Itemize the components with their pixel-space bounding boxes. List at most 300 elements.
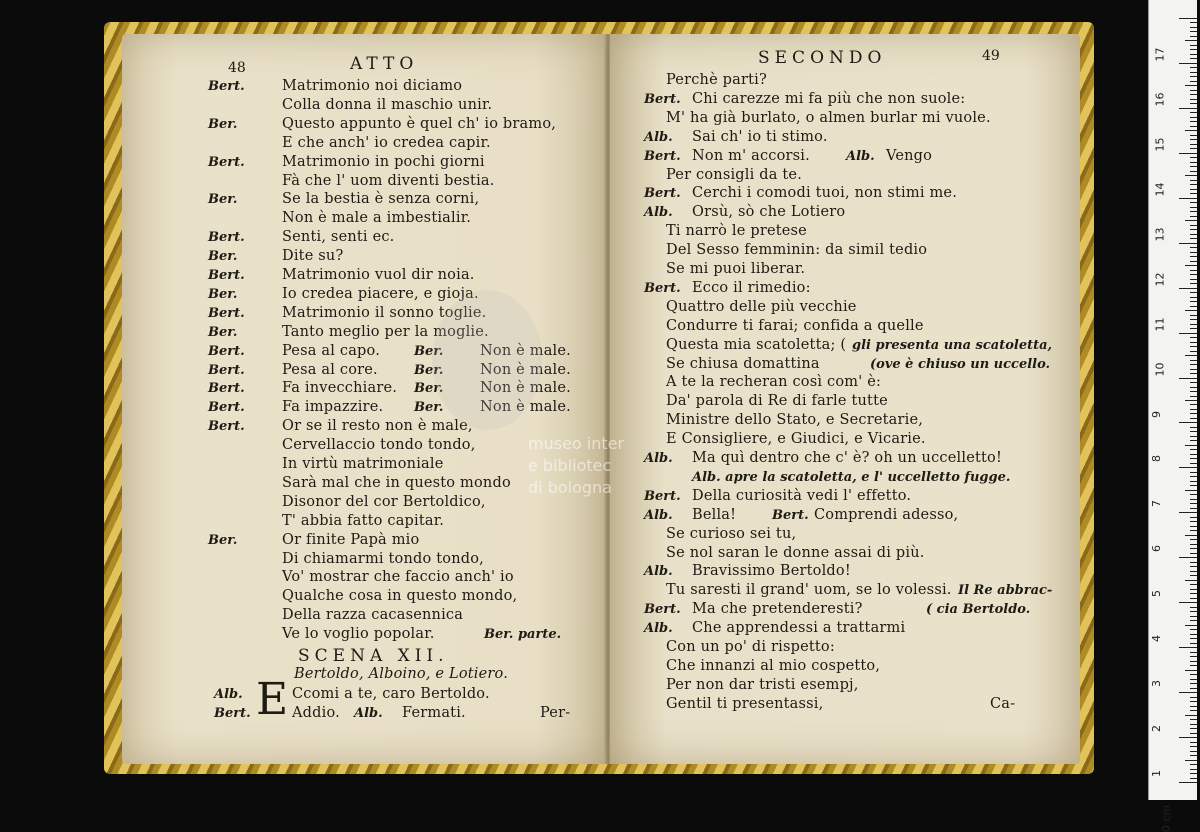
ruler-tick: [1190, 144, 1197, 145]
ruler-label: 14: [1153, 182, 1167, 197]
ruler-tick: [1190, 575, 1197, 576]
ruler-tick: [1190, 360, 1197, 361]
verse-line: Vo' mostrar che faccio anch' io: [282, 569, 514, 586]
speaker-label: Bert.: [772, 507, 809, 523]
verse-line: Questa mia scatoletta; (: [666, 336, 847, 353]
speaker-label: Ber.: [208, 192, 238, 208]
ruler-tick: [1190, 566, 1197, 567]
verse-line: Per non dar tristi esempj,: [666, 676, 859, 693]
ruler-tick: [1190, 27, 1197, 28]
ruler-tick: [1179, 602, 1197, 603]
ruler-tick: [1190, 764, 1197, 765]
ruler-tick: [1190, 589, 1197, 590]
ruler-tick: [1185, 130, 1197, 131]
ruler-label: 4: [1150, 635, 1163, 643]
ruler-label: 2: [1150, 725, 1163, 733]
ruler-tick: [1190, 256, 1197, 257]
speaker-label: Alb.: [644, 205, 673, 221]
ruler-tick: [1190, 665, 1197, 666]
ruler-tick: [1190, 121, 1197, 122]
ruler-tick: [1190, 292, 1197, 293]
ruler-tick: [1190, 319, 1197, 320]
ruler-tick: [1190, 247, 1197, 248]
ruler-tick: [1190, 724, 1197, 725]
verse-line: Sai ch' io ti stimo.: [692, 128, 828, 145]
speaker-label: Bert.: [208, 230, 245, 246]
verse-line: Matrimonio il sonno toglie.: [282, 304, 487, 321]
ruler-tick: [1190, 391, 1197, 392]
ruler-tick: [1190, 778, 1197, 779]
verse-line: Fermati.: [402, 705, 466, 721]
ruler-tick: [1190, 315, 1197, 316]
speaker-label: Bert.: [214, 706, 251, 721]
speaker-label: Bert.: [208, 268, 245, 283]
ruler-tick: [1190, 607, 1197, 608]
book-spread: [104, 22, 1094, 774]
speaker-label: Alb.: [644, 564, 673, 580]
ruler-tick: [1190, 112, 1197, 113]
watermark-line: e bibliotec: [528, 456, 612, 475]
ruler-tick: [1190, 562, 1197, 563]
ruler-tick: [1190, 449, 1197, 450]
ruler-tick: [1190, 643, 1197, 644]
speaker-label: Bert.: [208, 154, 245, 170]
speaker-label: Alb.: [644, 129, 673, 145]
ruler-tick: [1179, 18, 1197, 19]
speaker-label: Ber.: [414, 400, 444, 416]
verse-line: Non è male.: [480, 380, 571, 397]
verse-line: Pesa al core.: [282, 361, 378, 378]
ruler-tick: [1185, 355, 1197, 356]
ruler-tick: [1190, 418, 1197, 419]
ruler-tick: [1190, 229, 1197, 230]
verse-line: Io credea piacere, e gioja.: [282, 285, 479, 302]
ruler-label: 3: [1150, 680, 1163, 688]
ruler-tick: [1190, 661, 1197, 662]
speaker-label: Bert.: [208, 79, 245, 94]
verse-line: Condurre ti farai; confida a quelle: [666, 317, 924, 334]
verse-line: Ve lo voglio popolar.: [282, 626, 435, 643]
ruler-tick: [1190, 701, 1197, 702]
ruler-tick: [1190, 710, 1197, 711]
ruler-tick: [1179, 692, 1197, 693]
verse-line: Quattro delle più vecchie: [666, 298, 857, 315]
verse-line: Se chiusa domattina: [666, 355, 820, 372]
ruler-tick: [1190, 530, 1197, 531]
ruler-label: 8: [1150, 455, 1163, 463]
verse-line: E che anch' io credea capir.: [282, 134, 491, 151]
ruler-tick: [1190, 463, 1197, 464]
ruler-tick: [1190, 584, 1197, 585]
catchword: Per-: [540, 705, 571, 721]
verse-line: Fa invecchiare.: [282, 380, 398, 397]
ruler-tick: [1185, 760, 1197, 761]
ruler-tick: [1190, 261, 1197, 262]
ruler-tick: [1179, 333, 1197, 334]
verse-line: Tu saresti il grand' uom, se lo volessi.: [666, 582, 952, 599]
verse-line: Pesa al capo.: [282, 342, 381, 359]
verse-line: M' ha già burlato, o almen burlar mi vuole.: [666, 109, 991, 126]
verse-line: Disonor del cor Bertoldico,: [282, 493, 486, 510]
ruler-tick: [1190, 503, 1197, 504]
speaker-label: Bert.: [644, 280, 681, 296]
scene-cast: Bertoldo, Alboino, e Lotiero.: [294, 666, 509, 682]
running-header: ATTO: [350, 54, 419, 74]
speaker-label: Alb.: [846, 148, 875, 164]
ruler-tick: [1190, 436, 1197, 437]
ruler-tick: [1179, 512, 1197, 513]
ruler-label: 9: [1150, 410, 1163, 418]
ruler-tick: [1190, 571, 1197, 572]
verse-line: Per consigli da te.: [666, 166, 803, 183]
speaker-label: Alb.: [354, 706, 383, 721]
ruler-tick: [1179, 288, 1197, 289]
ruler-tick: [1190, 382, 1197, 383]
ruler-tick: [1190, 306, 1197, 307]
ruler-tick: [1179, 557, 1197, 558]
ruler-tick: [1190, 171, 1197, 172]
ruler-tick: [1190, 193, 1197, 194]
speaker-label: Ber.: [414, 343, 444, 359]
verse-line: Non m' accorsi.: [692, 147, 810, 164]
ruler-tick: [1179, 782, 1197, 783]
verse-line: Fa impazzire.: [282, 399, 384, 416]
verse-line: Colla donna il maschio unir.: [282, 96, 493, 113]
verse-line: In virtù matrimoniale: [282, 456, 444, 472]
ruler-tick: [1190, 679, 1197, 680]
speaker-label: Bert.: [208, 400, 245, 416]
verse-line: Ma quì dentro che c' è? oh un uccelletto!: [692, 450, 1002, 466]
ruler-tick: [1190, 508, 1197, 509]
ruler-label: 10: [1153, 362, 1167, 377]
verse-line: Bravissimo Bertoldo!: [692, 563, 851, 580]
verse-line: Qualche cosa in questo mondo,: [282, 588, 518, 605]
ruler-tick: [1190, 688, 1197, 689]
speaker-label: Ber.: [208, 286, 238, 302]
ruler-tick: [1190, 148, 1197, 149]
verse-line: Chi carezze mi fa più che non suole:: [692, 90, 966, 107]
ruler-tick: [1190, 629, 1197, 630]
ruler-tick: [1179, 647, 1197, 648]
ruler-tick: [1190, 139, 1197, 140]
ruler-tick: [1185, 40, 1197, 41]
ruler-label: 5: [1150, 590, 1163, 598]
ruler-tick: [1179, 422, 1197, 423]
ruler-tick: [1190, 328, 1197, 329]
verse-line: Orsù, sò che Lotiero: [692, 204, 846, 221]
verse-line: Del Sesso femminin: da simil tedio: [666, 242, 928, 259]
verse-line: Perchè parti?: [666, 72, 767, 88]
verse-line: Ministre dello Stato, e Secretarie,: [666, 412, 924, 429]
ruler-tick: [1179, 153, 1197, 154]
verse-line: Sarà mal che in questo mondo: [282, 474, 511, 491]
verse-line: Vengo: [886, 147, 933, 164]
ruler-tick: [1185, 490, 1197, 491]
ruler-label: 15: [1153, 137, 1167, 152]
ruler-tick: [1190, 94, 1197, 95]
ruler-tick: [1185, 85, 1197, 86]
ruler-tick: [1185, 400, 1197, 401]
ruler-tick: [1190, 620, 1197, 621]
ruler-tick: [1190, 616, 1197, 617]
ruler-tick: [1190, 279, 1197, 280]
ruler-tick: [1190, 373, 1197, 374]
ruler-tick: [1190, 593, 1197, 594]
speaker-label: Bert.: [208, 362, 245, 378]
ruler-tick: [1190, 207, 1197, 208]
speaker-label: Ber.: [208, 116, 238, 132]
verse-line: Non è male.: [480, 399, 571, 416]
ruler-tick: [1190, 211, 1197, 212]
ruler-tick: [1190, 526, 1197, 527]
verse-line: Da' parola di Re di farle tutte: [666, 393, 888, 410]
ruler-tick: [1190, 342, 1197, 343]
watermark-line: museo inter: [528, 434, 625, 453]
verse-line: Cervellaccio tondo tondo,: [282, 437, 476, 454]
ruler-tick: [1190, 742, 1197, 743]
ruler-tick: [1190, 728, 1197, 729]
speaker-label: Bert.: [644, 91, 681, 107]
speaker-label: Alb.: [644, 621, 673, 637]
ruler-tick: [1185, 580, 1197, 581]
ruler-tick: [1190, 346, 1197, 347]
ruler-tick: [1190, 548, 1197, 549]
speaker-label: Alb.: [214, 687, 243, 702]
verse-line: Bella!: [692, 506, 737, 523]
ruler-tick: [1190, 454, 1197, 455]
ruler-tick: [1179, 108, 1197, 109]
speaker-label: Bert.: [208, 343, 245, 359]
ruler-label: 11: [1153, 317, 1167, 332]
ruler-tick: [1190, 297, 1197, 298]
scale-ruler: [1148, 0, 1197, 832]
ruler-tick: [1190, 634, 1197, 635]
ruler-tick: [1190, 440, 1197, 441]
stage-direction: ( cia Bertoldo.: [926, 602, 1031, 618]
verse-line: Non è male.: [480, 342, 571, 359]
ruler-tick: [1190, 234, 1197, 235]
ruler-tick: [1190, 773, 1197, 774]
ruler-label: 1: [1150, 770, 1163, 778]
ruler-tick: [1190, 189, 1197, 190]
ruler-tick: [1190, 31, 1197, 32]
ruler-tick: [1190, 413, 1197, 414]
verse-line: Ccomi a te, caro Bertoldo.: [292, 686, 490, 702]
ruler-tick: [1190, 225, 1197, 226]
ruler-tick: [1190, 431, 1197, 432]
ruler-tick: [1185, 535, 1197, 536]
ruler-tick: [1190, 656, 1197, 657]
verse-line: Di chiamarmi tondo tondo,: [282, 550, 484, 567]
speaker-label: Ber.: [414, 381, 444, 397]
ruler-tick: [1190, 301, 1197, 302]
ruler-tick: [1185, 715, 1197, 716]
ruler-tick: [1185, 670, 1197, 671]
speaker-label: Bert.: [644, 602, 681, 618]
catchword: Ca-: [990, 695, 1016, 712]
ruler-tick: [1179, 467, 1197, 468]
page-number: 49: [982, 48, 1000, 64]
ruler-tick: [1190, 274, 1197, 275]
ruler-tick: [1190, 72, 1197, 73]
ruler-tick: [1190, 166, 1197, 167]
ruler-tick: [1190, 99, 1197, 100]
ruler-tick: [1185, 625, 1197, 626]
speaker-label: Bert.: [644, 186, 681, 202]
ruler-tick: [1185, 445, 1197, 446]
stage-direction: Alb. apre la scatoletta, e l' uccelletto fugge.: [692, 469, 1011, 485]
verse-line: Addio.: [292, 705, 340, 721]
ruler-tick: [1190, 544, 1197, 545]
left-page: [122, 34, 608, 764]
ruler-tick: [1190, 485, 1197, 486]
ruler-tick: [1179, 63, 1197, 64]
verse-line: Senti, senti ec.: [282, 229, 395, 246]
ruler-tick: [1190, 733, 1197, 734]
ruler-tick: [1190, 409, 1197, 410]
scene-title: SCENA XII.: [298, 646, 449, 666]
ruler-tick: [1190, 45, 1197, 46]
ruler-label: 0 cm: [1160, 804, 1174, 832]
verse-line: Matrimonio noi diciamo: [282, 78, 463, 94]
ruler-tick: [1190, 472, 1197, 473]
verse-line: A te la recheran così com' è:: [666, 374, 882, 391]
verse-line: E Consigliere, e Giudici, e Vicarie.: [666, 431, 926, 448]
ruler-tick: [1190, 202, 1197, 203]
ruler-tick: [1190, 769, 1197, 770]
ruler-tick: [1190, 611, 1197, 612]
ruler-tick: [1190, 674, 1197, 675]
ruler-tick: [1190, 697, 1197, 698]
ruler-tick: [1190, 494, 1197, 495]
ruler-tick: [1190, 81, 1197, 82]
ruler-tick: [1190, 351, 1197, 352]
ruler-tick: [1190, 746, 1197, 747]
verse-line: Se la bestia è senza corni,: [282, 191, 480, 208]
page-number: 48: [228, 60, 246, 76]
running-header: SECONDO: [758, 48, 887, 68]
speaker-label: Ber.: [414, 362, 444, 378]
verse-line: Or se il resto non è male,: [282, 418, 473, 435]
verse-line: Cerchi i comodi tuoi, non stimi me.: [692, 185, 958, 202]
ruler-tick: [1190, 67, 1197, 68]
ruler-label: 16: [1153, 92, 1167, 107]
ruler-tick: [1190, 324, 1197, 325]
stage-direction: gli presenta una scatoletta,: [852, 337, 1053, 353]
ruler-tick: [1190, 283, 1197, 284]
speaker-label: Bert.: [208, 419, 245, 435]
ruler-tick: [1190, 521, 1197, 522]
speaker-label: Bert.: [208, 381, 245, 397]
ruler-tick: [1190, 369, 1197, 370]
ruler-tick: [1190, 103, 1197, 104]
ruler-tick: [1190, 458, 1197, 459]
verse-line: Ecco il rimedio:: [692, 279, 811, 296]
verse-line: Se mi puoi liberar.: [666, 261, 806, 277]
ruler-tick: [1190, 90, 1197, 91]
ruler-tick: [1179, 737, 1197, 738]
verse-line: Non è male a imbestialir.: [282, 210, 472, 227]
speaker-label: Bert.: [208, 305, 245, 321]
ruler-tick: [1190, 476, 1197, 477]
speaker-label: Ber.: [208, 249, 238, 265]
stage-direction: Ber. parte.: [484, 627, 562, 643]
watermark-logo: [432, 290, 542, 430]
speaker-label: Ber.: [208, 324, 238, 340]
ruler-tick: [1185, 310, 1197, 311]
ruler-tick: [1179, 198, 1197, 199]
speaker-label: Bert.: [644, 488, 681, 504]
ruler-tick: [1190, 553, 1197, 554]
ruler-tick: [1190, 427, 1197, 428]
ruler-tick: [1190, 157, 1197, 158]
ruler-label: 13: [1153, 227, 1167, 242]
verse-line: Fà che l' uom diventi bestia.: [282, 172, 495, 189]
speaker-label: Ber.: [208, 532, 238, 548]
verse-line: Ti narrò le pretese: [666, 223, 807, 240]
ruler-tick: [1190, 184, 1197, 185]
verse-line: Che apprendessi a trattarmi: [692, 620, 906, 637]
verse-line: Se curioso sei tu,: [666, 525, 797, 542]
ruler-tick: [1185, 175, 1197, 176]
verse-line: Ma che pretenderesti?: [692, 601, 863, 618]
ruler-tick: [1179, 378, 1197, 379]
ruler-tick: [1190, 404, 1197, 405]
ruler-tick: [1190, 126, 1197, 127]
ruler-tick: [1190, 481, 1197, 482]
ruler-tick: [1190, 76, 1197, 77]
ruler-tick: [1190, 58, 1197, 59]
watermark-text: [528, 433, 624, 499]
ruler-tick: [1190, 539, 1197, 540]
verse-line: Comprendi adesso,: [814, 506, 959, 523]
verse-line: Che innanzi al mio cospetto,: [666, 657, 881, 674]
ruler-tick: [1190, 652, 1197, 653]
verse-line: Matrimonio in pochi giorni: [282, 153, 485, 170]
ruler-tick: [1190, 135, 1197, 136]
ruler-tick: [1190, 270, 1197, 271]
ruler-tick: [1190, 683, 1197, 684]
ruler-tick: [1190, 638, 1197, 639]
verse-line: Tanto meglio per la moglie.: [282, 323, 489, 340]
verse-line: Dite su?: [282, 248, 344, 265]
verse-line: Con un po' di rispetto:: [666, 639, 835, 655]
verse-line: Matrimonio vuol dir noia.: [282, 267, 475, 283]
verse-line: Or finite Papà mio: [282, 531, 420, 548]
ruler-tick: [1190, 499, 1197, 500]
ruler-label: 7: [1150, 500, 1163, 508]
ruler-tick: [1190, 238, 1197, 239]
ruler-label: 17: [1153, 47, 1167, 62]
ruler-tick: [1190, 719, 1197, 720]
ruler-tick: [1190, 751, 1197, 752]
ruler-tick: [1185, 265, 1197, 266]
ruler-tick: [1190, 54, 1197, 55]
ruler-tick: [1190, 364, 1197, 365]
right-page: [610, 34, 1080, 764]
ruler-label: 12: [1153, 272, 1167, 287]
ruler-tick: [1190, 36, 1197, 37]
verse-line: Questo appunto è quel ch' io bramo,: [282, 115, 557, 132]
ruler-tick: [1190, 117, 1197, 118]
ruler-tick: [1190, 180, 1197, 181]
ruler-tick: [1190, 396, 1197, 397]
speaker-label: Bert.: [644, 148, 681, 164]
stage-direction: Il Re abbrac-: [958, 583, 1053, 599]
verse-line: Della curiosità vedi l' effetto.: [692, 487, 912, 504]
speaker-label: Alb.: [644, 507, 673, 523]
watermark-line: di bologna: [528, 478, 612, 497]
